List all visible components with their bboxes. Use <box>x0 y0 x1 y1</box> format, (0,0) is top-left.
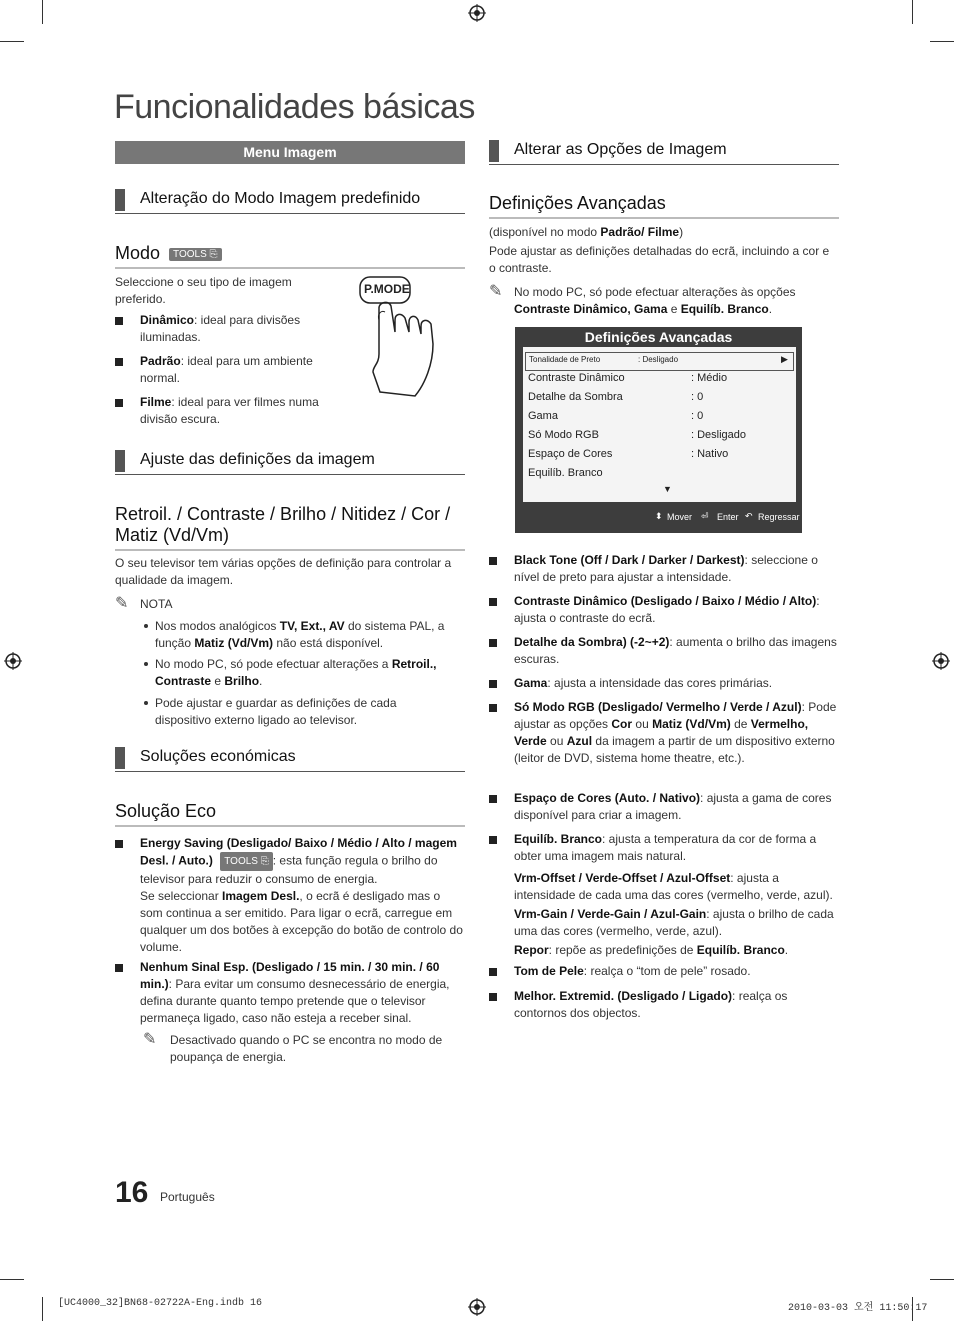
bold-text: Imagem Desl. <box>222 889 300 903</box>
list-item <box>514 675 839 692</box>
osd-row-label[interactable]: Só Modo RGB <box>528 429 599 441</box>
bold-text: Gama <box>514 676 548 690</box>
text: . <box>768 302 773 316</box>
sub-item <box>514 906 839 940</box>
bullet <box>115 964 123 972</box>
text: : realça os contornos dos objectos. <box>514 989 788 1020</box>
page-title: Funcionalidades básicas <box>114 88 475 126</box>
text: . <box>784 943 789 957</box>
bold-text: Contraste Dinâmico (Desligado / Baixo / Médio / Alto) <box>514 594 817 608</box>
text: Se seleccionar <box>140 889 223 903</box>
header-bar <box>489 140 499 162</box>
osd-body <box>523 347 796 502</box>
osd-row-value: : Nativo <box>691 448 729 460</box>
bold-text: TV, Ext., AV <box>279 619 345 633</box>
bold-text: Vrm-Offset / Verde-Offset / Azul-Offset <box>514 871 731 885</box>
mode-name: Padrão <box>140 354 181 368</box>
move-label: Mover <box>667 512 693 522</box>
bold-text: Matiz (Vd/Vm) <box>652 717 731 731</box>
bullet <box>144 662 148 666</box>
text: não está disponível. <box>273 636 384 650</box>
bold-text: Tom de Pele <box>514 964 584 978</box>
bullet <box>489 993 497 1001</box>
bold-text: Padrão/ Filme <box>600 225 680 239</box>
list-item <box>514 963 839 980</box>
list-item <box>514 988 839 1022</box>
enter-icon: ⏎ <box>701 511 709 521</box>
section-title: Definições Avançadas <box>489 193 839 219</box>
crop-mark <box>42 0 43 24</box>
bullet <box>144 701 148 705</box>
bold-text: Brilho <box>224 674 260 688</box>
list-item <box>514 634 839 668</box>
mode-name: Dinâmico <box>140 313 195 327</box>
text: , o ecrã é desligado mas o som continua a ser emitido. Para ligar o ecrã, carregue em qualquer um dos botões à excepção do botão de controlo do volume. <box>140 889 463 954</box>
subsection-header <box>115 450 465 475</box>
osd-menu <box>515 327 802 533</box>
crop-mark <box>912 0 913 24</box>
list-item <box>155 618 465 652</box>
bullet <box>144 624 148 628</box>
play-arrow-icon: ▶ <box>781 354 788 364</box>
registration-mark-icon <box>4 652 22 670</box>
menu-bar: Menu Imagem <box>115 141 465 164</box>
text: : ajusta o brilho de cada uma das cores (vermelho, verde, azul). <box>514 907 834 938</box>
text: : ajusta a temperatura da cor de forma a obter uma imagem mais natural. <box>514 832 817 863</box>
list-item: Pode ajustar e guardar as definições de cada dispositivo externo ligado ao televisor. <box>155 696 397 727</box>
list-item <box>514 699 839 767</box>
bold-text: Azul <box>566 734 593 748</box>
mode-desc: : ideal para um ambiente normal. <box>140 354 313 385</box>
bullet <box>489 836 497 844</box>
osd-row-label[interactable]: Gama <box>528 410 558 422</box>
registration-mark-icon <box>468 1298 486 1316</box>
bold-text: Repor <box>514 943 549 957</box>
list-item <box>514 552 839 586</box>
osd-row-label[interactable]: Espaço de Cores <box>528 448 613 460</box>
list-item <box>514 790 839 824</box>
section-title: Modo <box>115 243 161 263</box>
bullet <box>489 704 497 712</box>
text: : ajusta o contraste do ecrã. <box>514 594 820 625</box>
note-text: Desactivado quando o PC se encontra no modo de poupança de energia. <box>170 1033 443 1064</box>
crop-mark <box>42 1297 43 1321</box>
osd-row-value: : 0 <box>691 391 704 403</box>
text: ou <box>632 717 653 731</box>
text: . <box>259 674 263 688</box>
text: : Para evitar um consumo desnecessário de energia, defina durante quanto tempo pretende que o televisor permaneça ligado, caso não esteja a receber sinal. <box>140 977 450 1025</box>
text: da imagem a partir de um dispositivo externo (leitor de DVD, sistema home theatre, etc.). <box>514 734 835 765</box>
text: e <box>211 674 225 688</box>
move-icon: ⬍ <box>655 511 663 521</box>
text: do sistema PAL, a função <box>155 619 445 650</box>
return-label: Regressar <box>758 512 800 522</box>
osd-row-value: : Médio <box>691 372 728 384</box>
subsection-header <box>115 747 465 772</box>
header-bar <box>115 747 125 769</box>
list-item <box>140 835 465 956</box>
osd-title: Definições Avançadas <box>584 329 733 345</box>
bullet <box>489 680 497 688</box>
note-icon: ✎ <box>115 595 129 612</box>
bold-text: Black Tone (Off / Dark / Darker / Darkest) <box>514 553 745 567</box>
list-item <box>140 394 330 428</box>
text: de <box>730 717 751 731</box>
text: ) <box>679 225 684 239</box>
header-bar <box>115 189 125 211</box>
text: e <box>667 302 681 316</box>
osd-row-value: : Desligado <box>691 429 747 441</box>
text: : repõe as predefinições de <box>548 943 697 957</box>
bullet <box>115 358 123 366</box>
paragraph: Seleccione o seu tipo de imagem preferido. <box>115 275 292 306</box>
text: : ajusta a intensidade das cores primárias. <box>547 676 773 690</box>
bold-text: Vrm-Gain / Verde-Gain / Azul-Gain <box>514 907 707 921</box>
crop-mark <box>0 1279 24 1280</box>
list-item <box>514 831 839 865</box>
bold-text: Equilíb. Branco <box>514 832 603 846</box>
tools-badge: TOOLS ⎘ <box>169 248 222 261</box>
bold-text: Só Modo RGB (Desligado/ Vermelho / Verde / Azul) <box>514 700 802 714</box>
bold-text: Detalhe da Sombra) (-2~+2) <box>514 635 670 649</box>
sub-item <box>514 870 839 904</box>
tools-badge: TOOLS ⎘ <box>220 852 273 871</box>
language-label: Português <box>160 1190 215 1204</box>
bold-text: Matiz (Vd/Vm) <box>194 636 274 650</box>
subsection-header <box>489 140 839 165</box>
text: No modo PC, só pode efectuar alterações às opções <box>514 285 796 299</box>
paragraph: Pode ajustar as definições detalhadas do ecrã, incluindo a cor e o contraste. <box>489 244 830 275</box>
bold-text: Melhor. Extremid. (Desligado / Ligado) <box>514 989 733 1003</box>
bullet <box>489 795 497 803</box>
note-icon: ✎ <box>489 283 503 300</box>
osd-selected-row[interactable] <box>525 352 794 371</box>
text: : esta função regula o brilho do televisor para reduzir o consumo de energia. <box>140 853 438 886</box>
tools-label: TOOLS <box>224 856 258 867</box>
print-footer-right: 2010-03-03 오전 11:50:17 <box>788 1303 928 1314</box>
return-icon: ↶ <box>745 511 753 521</box>
subsection-title: Alteração do Modo Imagem predefinido <box>140 190 421 207</box>
mode-name: Filme <box>140 395 172 409</box>
bullet <box>115 840 123 848</box>
mode-desc: : ideal para divisões iluminadas. <box>140 313 301 344</box>
section-header <box>115 243 465 269</box>
osd-selected-label: Tonalidade de Preto <box>529 355 601 364</box>
note-icon: ✎ <box>143 1031 157 1048</box>
bold-text: Vermelho, Verde <box>514 717 809 748</box>
paragraph: O seu televisor tem várias opções de definição para controlar a qualidade da imagem. <box>115 556 452 587</box>
note-label: NOTA <box>140 597 173 611</box>
page-number: 16 <box>115 1176 149 1209</box>
mode-desc: : ideal para ver filmes numa divisão escura. <box>140 395 319 426</box>
osd-row-label[interactable]: Equilíb. Branco <box>528 467 603 479</box>
enter-label: Enter <box>717 512 739 522</box>
text: : ajusta a gama de cores disponível para criar a imagem. <box>514 791 832 822</box>
osd-selected-value: : Desligado <box>638 355 679 364</box>
text: Nos modos analógicos <box>155 619 280 633</box>
list-item <box>155 656 465 690</box>
bullet <box>115 399 123 407</box>
osd-row-value: : 0 <box>691 410 704 422</box>
text: (disponível no modo <box>489 225 601 239</box>
list-item <box>140 959 465 1027</box>
crop-mark <box>930 1279 954 1280</box>
registration-mark-icon <box>468 4 486 22</box>
osd-row-label[interactable]: Contraste Dinâmico <box>528 372 625 384</box>
registration-mark-icon <box>932 652 950 670</box>
osd-row-label[interactable]: Detalhe da Sombra <box>528 391 623 403</box>
sub-item <box>514 942 839 959</box>
osd-footer <box>515 507 802 527</box>
subsection-header <box>115 189 465 214</box>
header-bar <box>115 450 125 472</box>
scroll-down-icon[interactable]: ▼ <box>663 484 672 494</box>
section-title: Retroil. / Contraste / Brilho / Nitidez / Cor / Matiz (Vd/Vm) <box>115 504 465 551</box>
bullet <box>489 639 497 647</box>
bullet <box>489 557 497 565</box>
note-text <box>514 284 834 318</box>
bullet <box>489 598 497 606</box>
bold-text: Cor <box>611 717 633 731</box>
text: : Pode ajustar as opções <box>514 700 837 731</box>
crop-mark <box>0 41 24 42</box>
bold-text: Equilíb. Branco <box>696 943 785 957</box>
subsection-title: Ajuste das definições da imagem <box>140 451 375 468</box>
bullet <box>489 968 497 976</box>
pmode-label: P.MODE <box>364 282 410 296</box>
list-item <box>140 353 330 387</box>
bold-text: Retroil., Contraste <box>155 657 437 688</box>
text: : seleccione o nível de preto para ajustar a intensidade. <box>514 553 818 584</box>
bold-text: Energy Saving (Desligado/ Baixo / Médio / Alto / magem Desl. / Auto.) <box>140 836 457 868</box>
tools-label: TOOLS <box>173 248 207 260</box>
bold-text: Nenhum Sinal Esp. (Desligado / 15 min. / 30 min. / 60 min.) <box>140 960 440 991</box>
bold-text: Equilíb. Branco <box>680 302 769 316</box>
bold-text: Contraste Dinâmico, Gama <box>514 302 668 316</box>
text: No modo PC, só pode efectuar alterações a <box>155 657 392 671</box>
paragraph <box>489 224 839 241</box>
subsection-title: Alterar as Opções de Imagem <box>514 141 727 158</box>
text: ou <box>546 734 567 748</box>
text: : aumenta o brilho das imagens escuras. <box>514 635 837 666</box>
subsection-title: Soluções económicas <box>140 748 296 765</box>
list-item <box>140 312 330 346</box>
print-footer-left: [UC4000_32]BN68-02722A-Eng.indb 16 <box>58 1298 263 1309</box>
section-title: Solução Eco <box>115 801 465 827</box>
crop-mark <box>930 41 954 42</box>
list-item <box>514 593 839 627</box>
bold-text: Espaço de Cores (Auto. / Nativo) <box>514 791 701 805</box>
bullet <box>115 317 123 325</box>
text: : ajusta a intensidade de cada uma das cores (vermelho, verde, azul). <box>514 871 833 902</box>
text: : realça o “tom de pele” rosado. <box>583 964 751 978</box>
